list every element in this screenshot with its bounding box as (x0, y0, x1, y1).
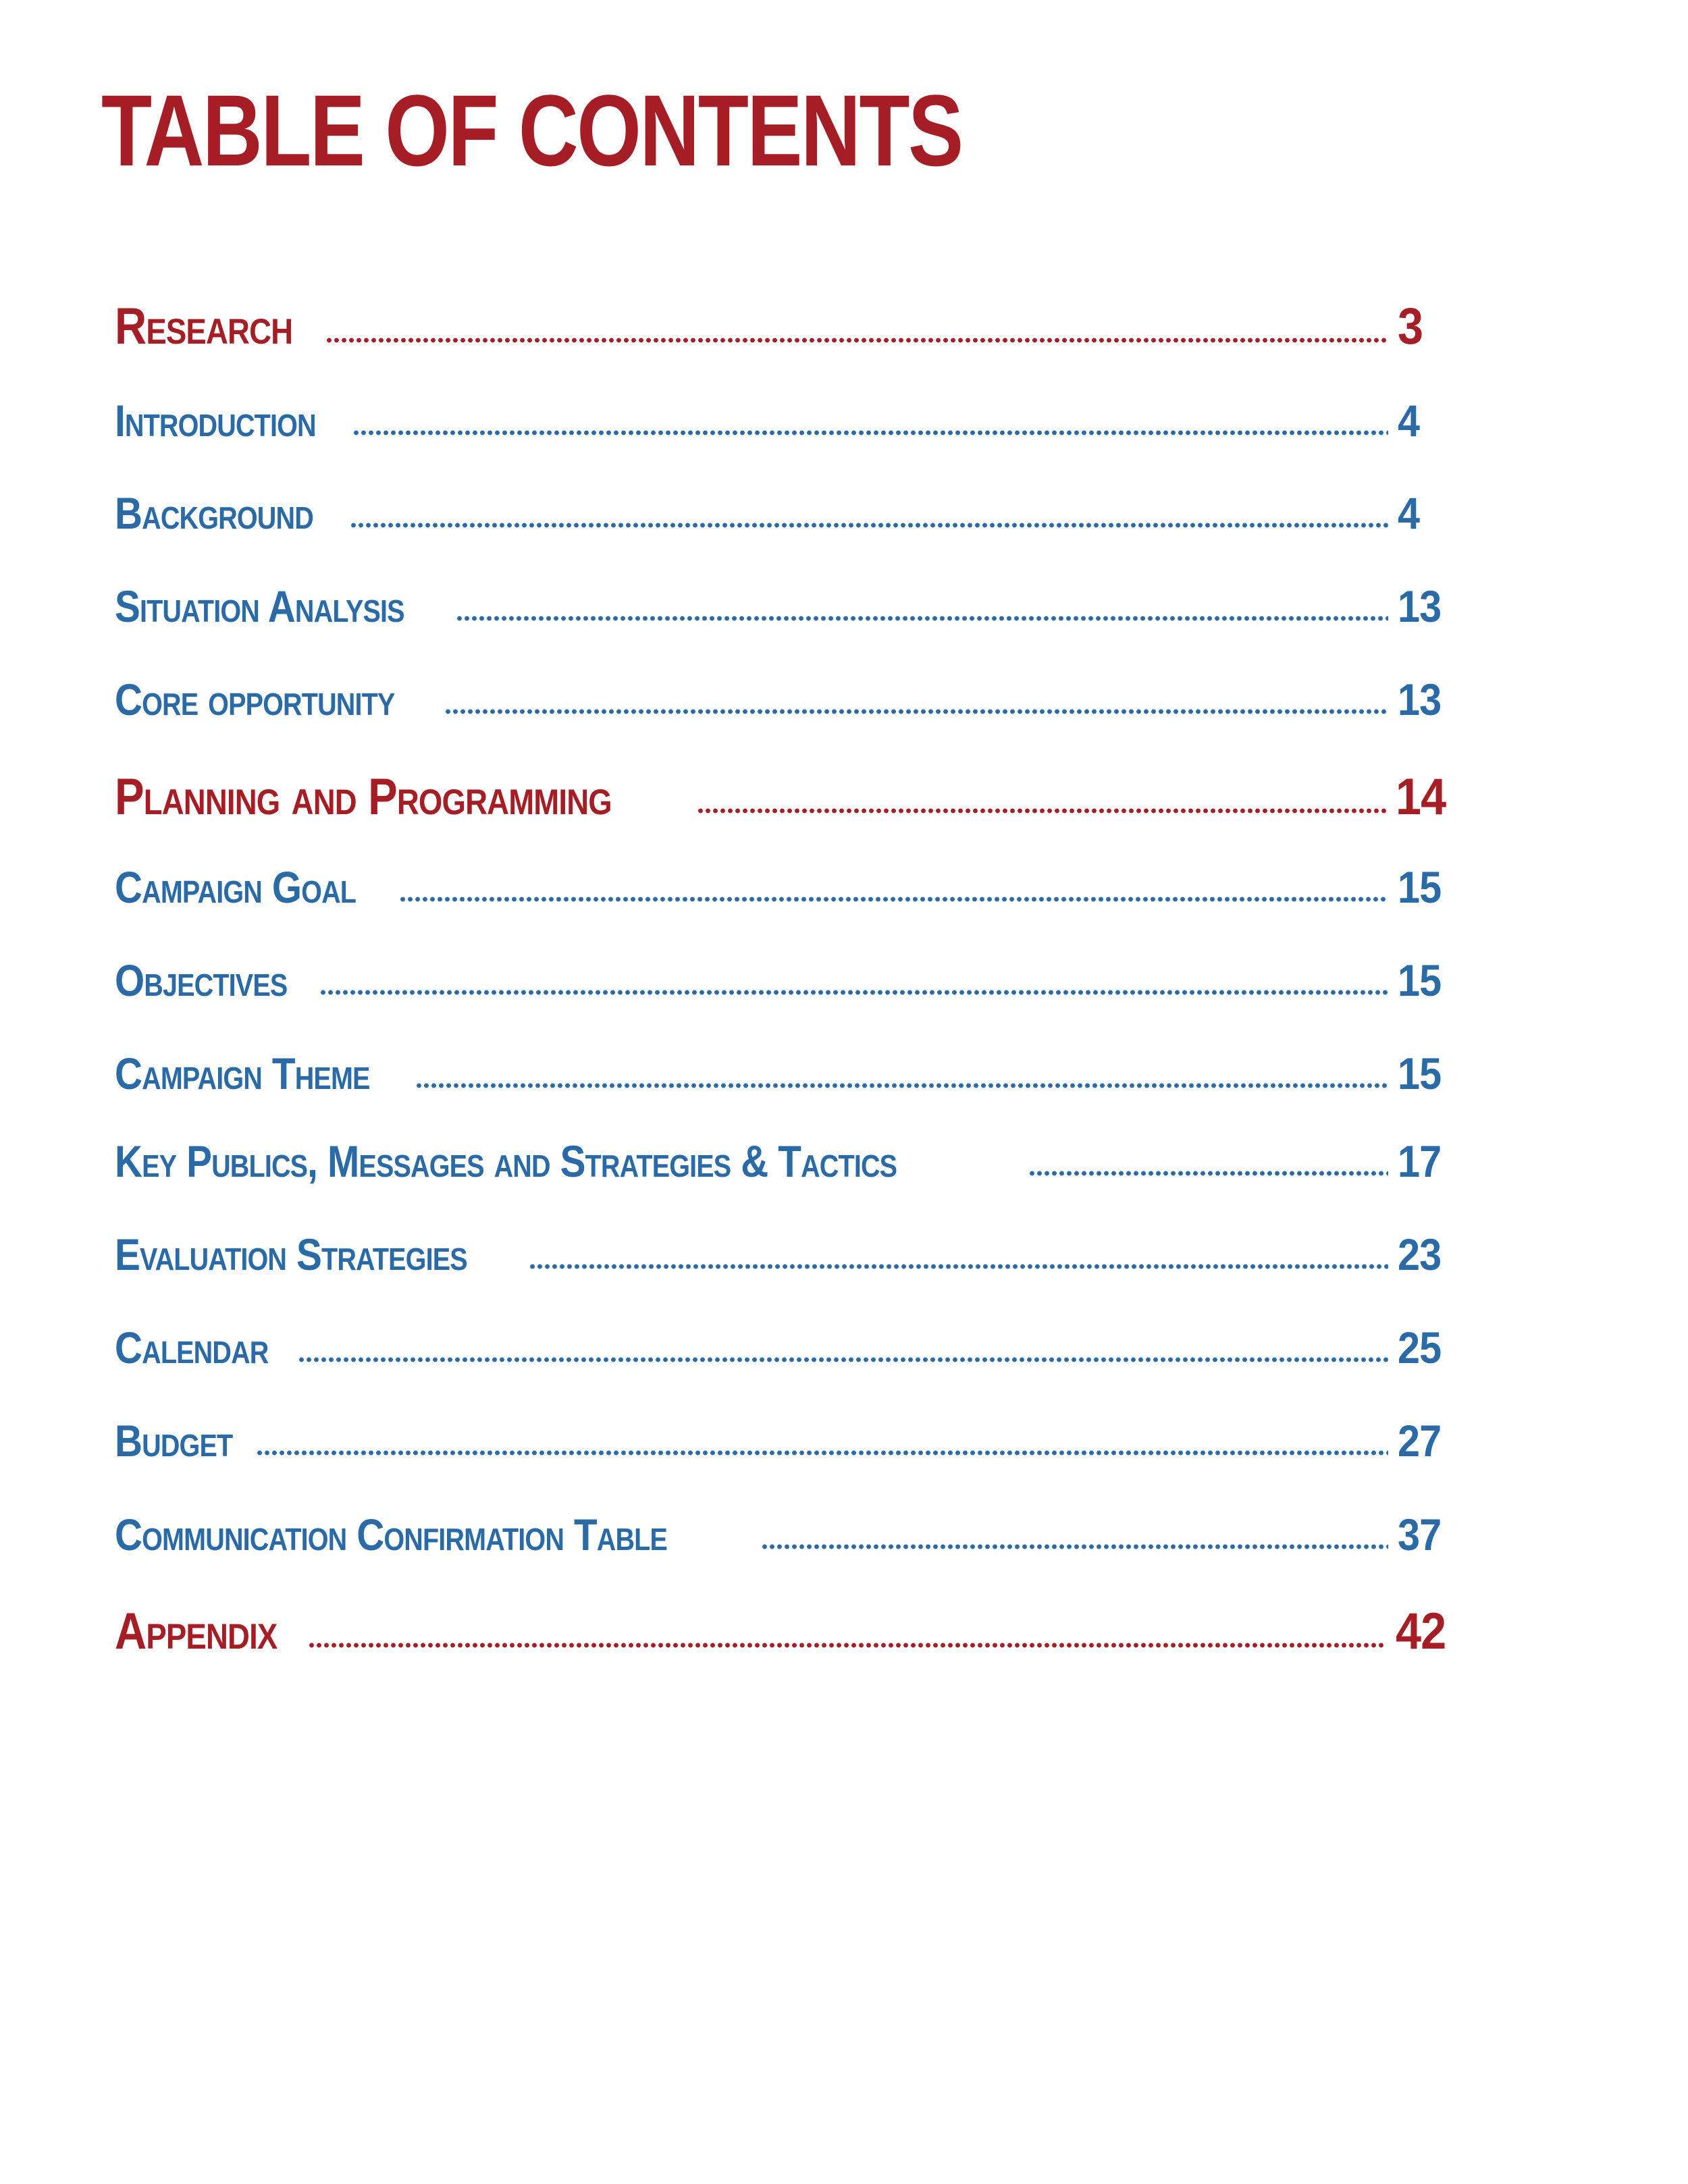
dot-leader (325, 337, 1388, 344)
dot-leader (761, 1543, 1388, 1550)
toc-entry-label: Campaign Goal (115, 862, 357, 912)
toc-entry-label: Budget (115, 1416, 233, 1466)
dot-leader (399, 896, 1388, 903)
toc-entry-campaign-goal[interactable] (115, 861, 1452, 913)
toc-entry-introduction[interactable] (115, 395, 1452, 446)
dot-leader (529, 1263, 1388, 1270)
dot-leader (456, 615, 1389, 622)
toc-entry-page: 14 (1396, 768, 1446, 826)
toc-entry-label: Background (115, 488, 313, 538)
toc-entry-page: 4 (1398, 488, 1420, 538)
toc-entry-situation-analysis[interactable] (115, 581, 1452, 632)
toc-entry-budget[interactable] (115, 1415, 1452, 1466)
toc-entry-evaluation-strategies[interactable] (115, 1229, 1452, 1280)
toc-entry-page: 42 (1396, 1603, 1446, 1660)
toc-entry-label: Research (115, 298, 293, 355)
toc-entry-page: 4 (1398, 396, 1420, 446)
toc-entry-page: 3 (1398, 298, 1423, 355)
dot-leader (319, 989, 1388, 996)
toc-entry-page: 15 (1398, 955, 1442, 1005)
dot-leader (350, 522, 1388, 529)
toc-entry-page: 25 (1398, 1323, 1442, 1373)
toc-entry-core-opportunity[interactable] (115, 674, 1452, 725)
dot-leader (444, 708, 1388, 715)
toc-entry-research[interactable] (115, 297, 1452, 356)
toc-entry-label: Evaluation Strategies (115, 1229, 467, 1279)
page-title: TABLE OF CONTENTS (101, 74, 962, 187)
toc-entry-label: Core opportunity (115, 674, 395, 724)
toc-entry-key-publics[interactable] (115, 1136, 1452, 1187)
toc-entry-communication-confirmation-table[interactable] (115, 1509, 1452, 1560)
dot-leader (256, 1449, 1388, 1456)
toc-entry-page: 15 (1398, 1048, 1442, 1098)
toc-entry-planning-and-programming[interactable] (115, 768, 1452, 826)
toc-entry-label: Objectives (115, 955, 288, 1005)
dot-leader (298, 1356, 1388, 1363)
toc-entry-page: 27 (1398, 1416, 1442, 1466)
toc-entry-page: 17 (1398, 1136, 1442, 1186)
toc-entry-label: Communication Confirmation Table (115, 1510, 668, 1560)
toc-entry-label: Campaign Theme (115, 1048, 370, 1098)
toc-entry-page: 37 (1398, 1510, 1442, 1560)
dot-leader (308, 1642, 1387, 1649)
toc-entry-page: 15 (1398, 862, 1442, 912)
toc-entry-page: 23 (1398, 1229, 1442, 1279)
toc-entry-label: Key Publics, Messages and Strategies & Tactics (115, 1136, 897, 1186)
toc-entry-label: Introduction (115, 396, 316, 446)
dot-leader (352, 429, 1388, 436)
toc-entry-label: Calendar (115, 1323, 269, 1373)
toc-entry-page: 13 (1398, 581, 1442, 631)
toc-entry-page: 13 (1398, 674, 1442, 724)
dot-leader (1028, 1170, 1388, 1177)
toc-entry-objectives[interactable] (115, 955, 1452, 1006)
toc-entry-label: Appendix (115, 1603, 278, 1660)
dot-leader (697, 807, 1387, 814)
toc-entry-label: Planning and Programming (115, 768, 612, 826)
toc-entry-label: Situation Analysis (115, 581, 404, 631)
dot-leader (415, 1082, 1388, 1089)
toc-entry-calendar[interactable] (115, 1322, 1452, 1373)
toc-entry-appendix[interactable] (115, 1602, 1452, 1661)
toc-entry-background[interactable] (115, 487, 1452, 539)
toc-entry-campaign-theme[interactable] (115, 1048, 1452, 1099)
